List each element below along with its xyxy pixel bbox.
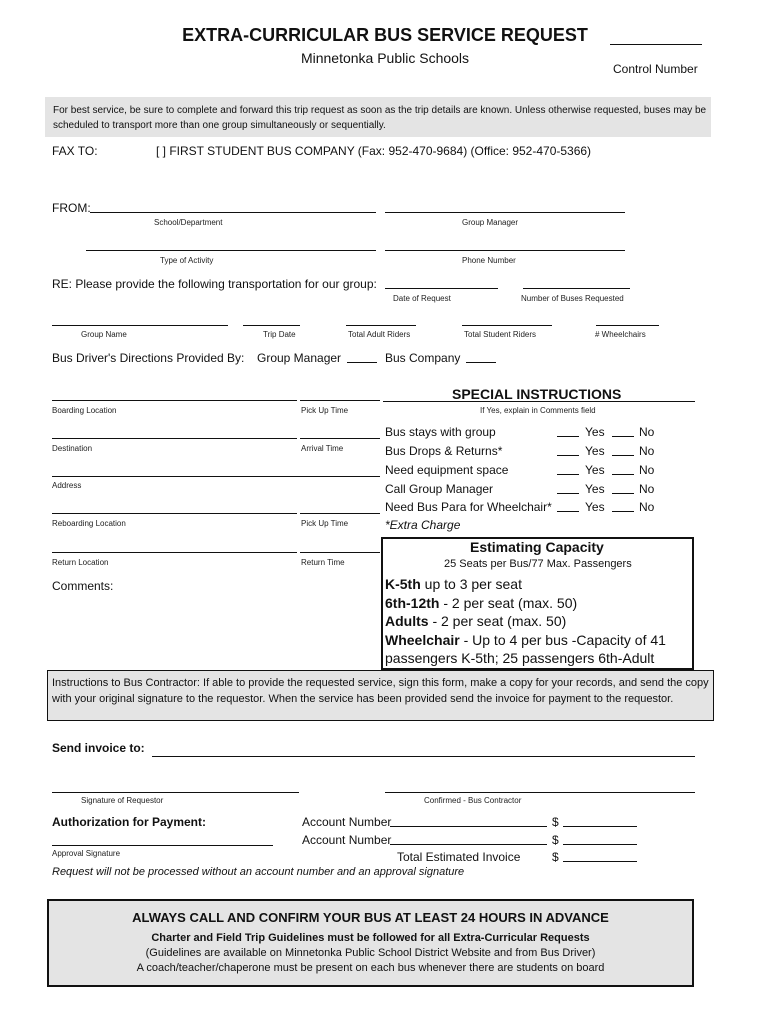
amount-field-1[interactable]: [563, 826, 637, 827]
pickup-time-2-field[interactable]: [300, 513, 380, 514]
no-blank-equipment[interactable]: [612, 474, 634, 475]
capacity-wheelchair: [385, 632, 666, 648]
capacity-title: Estimating Capacity: [470, 539, 604, 555]
return-location-label: Return Location: [52, 558, 109, 567]
no-label-stays: No: [639, 425, 655, 439]
confirm-line-1: Charter and Field Trip Guidelines must be followed for all Extra-Curricular Requests: [151, 932, 590, 944]
trip-date-field[interactable]: [243, 325, 300, 326]
return-time-label: Return Time: [301, 558, 345, 567]
no-blank-call-manager[interactable]: [612, 493, 634, 494]
capacity-k5: [385, 576, 522, 592]
arrival-time-label: Arrival Time: [301, 444, 344, 453]
special-instructions-title: SPECIAL INSTRUCTIONS: [452, 386, 622, 402]
special-item-drops: Bus Drops & Returns*: [385, 444, 503, 458]
extra-charge-note: *Extra Charge: [385, 518, 461, 532]
special-item-wheelchair-para: Need Bus Para for Wheelchair*: [385, 500, 552, 514]
from-label: FROM:: [52, 201, 91, 215]
capacity-k5-label: K-5th: [385, 576, 421, 592]
account-number-label-2: Account Number: [302, 833, 392, 847]
pickup-time-2-label: Pick Up Time: [301, 519, 349, 528]
yes-label-call-manager: Yes: [585, 482, 605, 496]
send-invoice-label: Send invoice to:: [52, 741, 145, 755]
dollar-sign-1: $: [552, 815, 559, 829]
capacity-k5-text: up to 3 per seat: [420, 576, 522, 592]
confirm-headline: ALWAYS CALL AND CONFIRM YOUR BUS AT LEAST 24 HOURS IN ADVANCE: [132, 910, 609, 925]
school-department-field[interactable]: [90, 212, 376, 213]
capacity-wheelchair-2: passengers K-5th; 25 passengers 6th-Adult: [385, 650, 655, 666]
special-instructions-subtitle: If Yes, explain in Comments field: [480, 406, 596, 415]
dollar-sign-2: $: [552, 833, 559, 847]
boarding-location-field[interactable]: [52, 400, 297, 401]
boarding-location-label: Boarding Location: [52, 406, 117, 415]
directions-label: Bus Driver's Directions Provided By:: [52, 351, 245, 365]
return-time-field[interactable]: [300, 552, 380, 553]
confirmed-contractor-label: Confirmed - Bus Contractor: [424, 796, 522, 805]
yes-blank-wheelchair-para[interactable]: [557, 511, 579, 512]
comments-area[interactable]: [52, 596, 377, 666]
processing-warning: Request will not be processed without an account number and an approval signature: [52, 866, 465, 878]
phone-number-label: Phone Number: [462, 256, 516, 265]
wheelchairs-label: # Wheelchairs: [595, 330, 646, 339]
type-of-activity-label: Type of Activity: [160, 256, 214, 265]
group-manager-label: Group Manager: [462, 218, 519, 227]
authorization-label: Authorization for Payment:: [52, 815, 207, 829]
total-adult-riders-label: Total Adult Riders: [348, 330, 411, 339]
group-name-label: Group Name: [81, 330, 127, 339]
approval-signature-field[interactable]: [52, 845, 273, 846]
no-label-equipment: No: [639, 463, 655, 477]
comments-label: Comments:: [52, 579, 114, 593]
yes-label-wheelchair-para: Yes: [585, 500, 605, 514]
special-item-stays: Bus stays with group: [385, 425, 496, 439]
date-of-request-field[interactable]: [385, 288, 498, 289]
form-title: EXTRA-CURRICULAR BUS SERVICE REQUEST: [182, 25, 588, 45]
account-number-field-2[interactable]: [390, 844, 547, 845]
capacity-6-12-text: - 2 per seat (max. 50): [439, 595, 578, 611]
approval-signature-label: Approval Signature: [52, 849, 121, 858]
capacity-subtitle: 25 Seats per Bus/77 Max. Passengers: [444, 558, 632, 570]
yes-label-drops: Yes: [585, 444, 605, 458]
special-item-equipment: Need equipment space: [385, 463, 509, 477]
type-of-activity-field[interactable]: [86, 250, 376, 251]
group-manager-field[interactable]: [385, 212, 625, 213]
yes-blank-stays[interactable]: [557, 436, 579, 437]
return-location-field[interactable]: [52, 552, 297, 553]
amount-field-2[interactable]: [563, 844, 637, 845]
capacity-adults-text: - 2 per seat (max. 50): [428, 613, 567, 629]
total-invoice-field[interactable]: [563, 861, 637, 862]
no-blank-stays[interactable]: [612, 436, 634, 437]
directions-bus-company-field[interactable]: [466, 362, 496, 363]
address-label: Address: [52, 481, 82, 490]
district-name: Minnetonka Public Schools: [300, 50, 470, 66]
account-number-label-1: Account Number: [302, 815, 392, 829]
confirm-line-3: A coach/teacher/chaperone must be present on each bus whenever there are students on board: [136, 962, 605, 974]
special-item-call-manager: Call Group Manager: [385, 482, 494, 496]
directions-bus-company-label: Bus Company: [385, 351, 461, 365]
capacity-adults: [385, 613, 566, 629]
number-of-buses-label: Number of Buses Requested: [521, 294, 624, 303]
no-blank-wheelchair-para[interactable]: [612, 511, 634, 512]
capacity-wheelchair-label: Wheelchair: [385, 632, 460, 648]
control-number-field[interactable]: [610, 44, 702, 45]
phone-number-field[interactable]: [385, 250, 625, 251]
dollar-sign-3: $: [552, 850, 559, 864]
wheelchairs-field[interactable]: [596, 325, 659, 326]
pickup-time-field[interactable]: [300, 400, 380, 401]
capacity-adults-label: Adults: [385, 613, 429, 629]
trip-date-label: Trip Date: [263, 330, 296, 339]
reboarding-location-field[interactable]: [52, 513, 297, 514]
no-label-wheelchair-para: No: [639, 500, 655, 514]
directions-group-manager-field[interactable]: [347, 362, 377, 363]
control-number-label: Control Number: [613, 62, 698, 76]
date-of-request-label: Date of Request: [393, 294, 451, 303]
signature-requestor-field[interactable]: [52, 792, 299, 793]
fax-company-checkbox[interactable]: [ ] FIRST STUDENT BUS COMPANY (Fax: 952-470-9684) (Office: 952-470-5366): [156, 144, 592, 158]
account-number-field-1[interactable]: [390, 826, 547, 827]
total-invoice-label: Total Estimated Invoice: [397, 850, 521, 864]
yes-blank-equipment[interactable]: [557, 474, 579, 475]
group-name-field[interactable]: [52, 325, 228, 326]
reboarding-location-label: Reboarding Location: [52, 519, 126, 528]
signature-requestor-label: Signature of Requestor: [81, 796, 164, 805]
capacity-6-12: [385, 595, 577, 611]
intro-notice: For best service, be sure to complete and forward this trip request as soon as the trip details are known. Unless otherwise requested, buses may be scheduled to transport more than one group simultaneously or sequentially.: [45, 97, 711, 137]
fax-label: FAX TO:: [52, 144, 98, 158]
arrival-time-field[interactable]: [300, 438, 380, 439]
yes-blank-call-manager[interactable]: [557, 493, 579, 494]
yes-label-equipment: Yes: [585, 463, 605, 477]
contractor-instructions: Instructions to Bus Contractor: If able to provide the requested service, sign this form, make a copy for your records, and send the copy with your original signature to the requestor. When the service has been provided send the invoice for payment to the requestor.: [47, 670, 714, 721]
re-label: RE: Please provide the following transportation for our group:: [52, 277, 377, 291]
confirm-line-2: (Guidelines are available on Minnetonka Public School District Website and from Bus Driver): [145, 947, 596, 959]
destination-label: Destination: [52, 444, 93, 453]
capacity-wheelchair-text: - Up to 4 per bus -Capacity of 41: [459, 632, 666, 648]
total-student-riders-field[interactable]: [462, 325, 552, 326]
destination-field[interactable]: [52, 438, 297, 439]
yes-label-stays: Yes: [585, 425, 605, 439]
send-invoice-field[interactable]: [152, 756, 695, 757]
special-instructions-rule: [383, 401, 695, 402]
no-blank-drops[interactable]: [612, 455, 634, 456]
confirm-notice-box: [47, 899, 694, 987]
school-department-label: School/Department: [154, 218, 223, 227]
number-of-buses-field[interactable]: [523, 288, 630, 289]
total-adult-riders-field[interactable]: [346, 325, 416, 326]
pickup-time-label: Pick Up Time: [301, 406, 349, 415]
directions-group-manager-label: Group Manager: [257, 351, 342, 365]
no-label-call-manager: No: [639, 482, 655, 496]
yes-blank-drops[interactable]: [557, 455, 579, 456]
address-field[interactable]: [52, 476, 380, 477]
confirmed-contractor-field[interactable]: [385, 792, 695, 793]
no-label-drops: No: [639, 444, 655, 458]
capacity-6-12-label: 6th-12th: [385, 595, 440, 611]
total-student-riders-label: Total Student Riders: [464, 330, 537, 339]
